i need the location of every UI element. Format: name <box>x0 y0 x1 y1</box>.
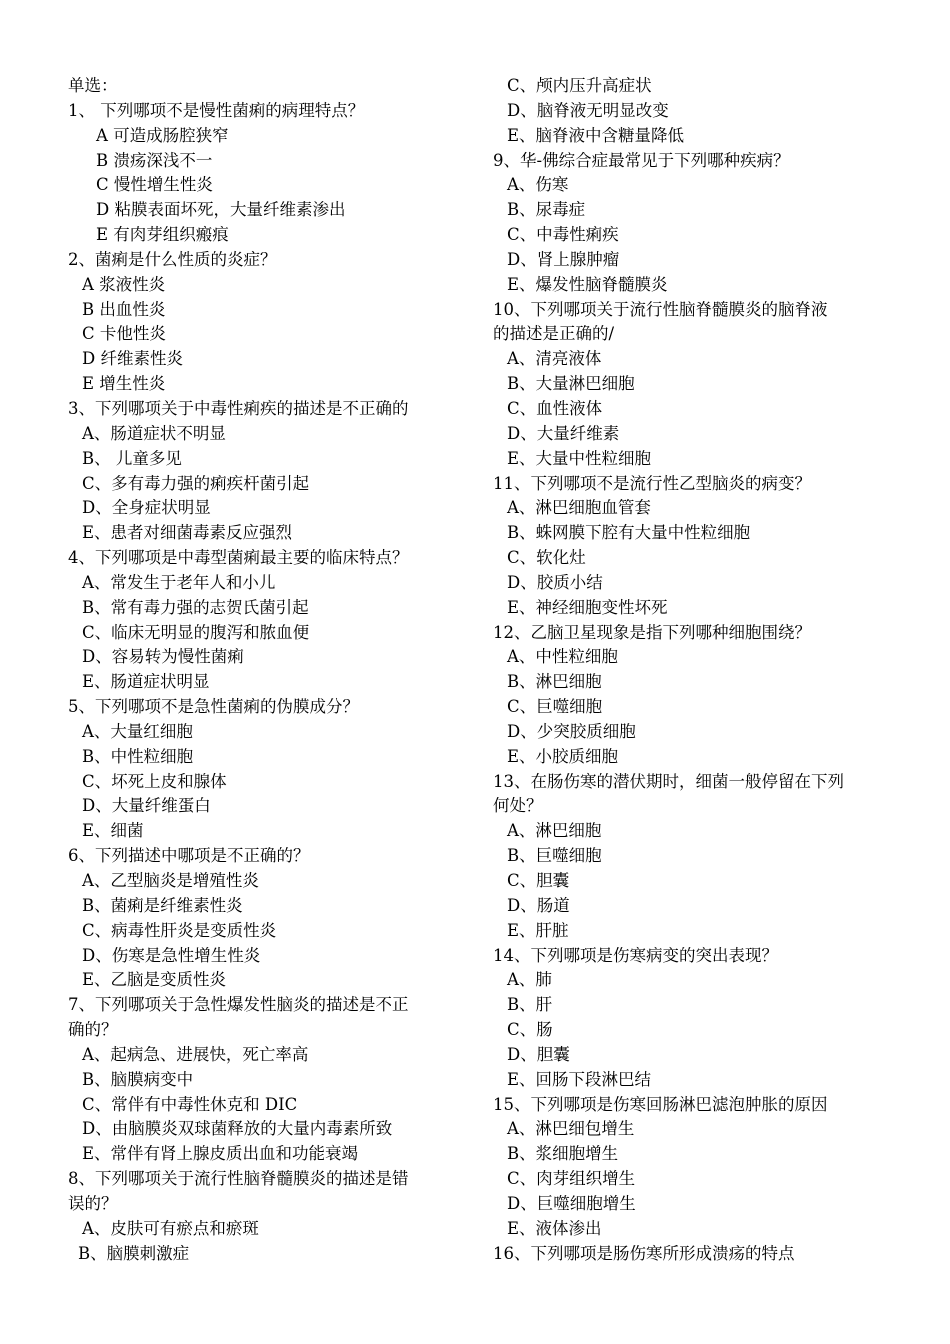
question-line: 确的？ <box>68 1020 118 1040</box>
option-line: C、肠 <box>507 1020 553 1040</box>
option-line: C、常伴有中毒性休克和 DIC <box>82 1094 298 1114</box>
question-line: 11、下列哪项不是流行性乙型脑炎的病变？ <box>493 473 811 493</box>
option-line: B、浆细胞增生 <box>507 1144 619 1164</box>
option-line: A、起病急、进展快，死亡率高 <box>82 1044 309 1064</box>
question-line: 9、华-佛综合症最常见于下列哪种疾病？ <box>493 150 790 170</box>
option-line: E、乙脑是变质性炎 <box>82 970 227 990</box>
right-column <box>493 74 893 1267</box>
option-line: E、肠道症状明显 <box>82 672 210 692</box>
option-line: D、伤寒是急性增生性炎 <box>82 945 261 965</box>
option-line: C、软化灶 <box>507 548 586 568</box>
option-line: A、皮肤可有瘀点和瘀斑 <box>82 1218 259 1238</box>
option-line: E、小胶质细胞 <box>507 746 619 766</box>
option-line: A、常发生于老年人和小儿 <box>82 572 276 592</box>
option-line: A、伤寒 <box>507 175 569 195</box>
option-line: A、淋巴细胞血管套 <box>507 498 651 518</box>
option-line: A、中性粒细胞 <box>507 647 618 667</box>
option-line: C、临床无明显的腹泻和脓血便 <box>82 622 310 642</box>
option-line: D 纤维素性炎 <box>82 349 183 369</box>
option-line: C 慢性增生性炎 <box>96 175 213 195</box>
option-line: C、坏死上皮和腺体 <box>82 771 227 791</box>
option-line: B、肝 <box>507 995 553 1015</box>
option-line: D、肠道 <box>507 895 570 915</box>
option-line: E、肝脏 <box>507 920 569 940</box>
option-line: C、颅内压升高症状 <box>507 76 652 95</box>
option-line: D、大量纤维素 <box>507 423 620 443</box>
question-line: 7、下列哪项关于急性爆发性脑炎的描述是不正 <box>68 995 409 1015</box>
option-line: E、液体渗出 <box>507 1218 602 1238</box>
option-line: D、全身症状明显 <box>82 498 211 518</box>
option-line: A、淋巴细包增生 <box>507 1119 635 1139</box>
question-line: 10、下列哪项关于流行性脑脊髓膜炎的脑脊液 <box>493 299 828 319</box>
option-line: B、大量淋巴细胞 <box>507 374 635 394</box>
question-line: 3、下列哪项关于中毒性痢疾的描述是不正确的 <box>68 398 409 418</box>
option-line: B 溃疡深浅不一 <box>96 150 213 170</box>
option-line: D、巨噬细胞增生 <box>507 1193 636 1213</box>
question-line: 4、下列哪项是中毒型菌痢最主要的临床特点？ <box>68 548 409 568</box>
option-line: C、多有毒力强的痢疾杆菌引起 <box>82 473 310 493</box>
option-line: E、大量中性粒细胞 <box>507 448 652 468</box>
option-line: A、肺 <box>507 970 552 990</box>
option-line: E、细菌 <box>82 821 144 841</box>
option-line: D、少突胶质细胞 <box>507 721 636 741</box>
question-line: 的描述是正确的/ <box>493 324 615 344</box>
question-line: 15、下列哪项是伤寒回肠淋巴滤泡肿胀的原因 <box>493 1094 828 1114</box>
option-line: E 有肉芽组织瘢痕 <box>96 225 229 245</box>
option-line: B、蛛网膜下腔有大量中性粒细胞 <box>507 523 751 543</box>
option-line: C、中毒性痢疾 <box>507 225 619 245</box>
option-line: A 浆液性炎 <box>82 274 166 294</box>
option-line: D 粘膜表面坏死，大量纤维素渗出 <box>96 200 346 220</box>
option-line: E、脑脊液中含糖量降低 <box>507 125 685 145</box>
option-line: D、大量纤维蛋白 <box>82 796 211 816</box>
option-line: A 可造成肠腔狭窄 <box>96 125 229 145</box>
option-line: A、肠道症状不明显 <box>82 423 226 443</box>
option-line: E、回肠下段淋巴结 <box>507 1069 652 1089</box>
option-line: E、神经细胞变性坏死 <box>507 597 668 617</box>
option-line: D、由脑膜炎双球菌释放的大量内毒素所致 <box>82 1119 393 1139</box>
option-line: C、胆囊 <box>507 871 570 890</box>
question-line: 2、菌痢是什么性质的炎症？ <box>68 249 277 269</box>
option-line: E、患者对细菌毒素反应强烈 <box>82 523 293 543</box>
option-line: C、血性液体 <box>507 398 603 418</box>
option-line: B、淋巴细胞 <box>507 672 602 692</box>
question-line: 6、下列描述中哪项是不正确的？ <box>68 846 310 866</box>
option-line: C 卡他性炎 <box>82 324 166 344</box>
option-line: A、乙型脑炎是增殖性炎 <box>82 871 259 890</box>
option-line: E 增生性炎 <box>82 374 166 394</box>
question-line: 何处？ <box>493 796 543 816</box>
option-line: E、爆发性脑脊髓膜炎 <box>507 274 668 294</box>
option-line: B 出血性炎 <box>82 299 166 319</box>
option-line: B、脑膜刺激症 <box>78 1243 190 1263</box>
question-line: 13、在肠伤寒的潜伏期时，细菌一般停留在下列 <box>493 771 844 791</box>
option-line: B、常有毒力强的志贺氏菌引起 <box>82 597 309 617</box>
option-line: A、大量红细胞 <box>82 721 193 741</box>
option-line: A、清亮液体 <box>507 349 602 369</box>
option-line: C、病毒性肝炎是变质性炎 <box>82 920 277 940</box>
option-line: E、常伴有肾上腺皮质出血和功能衰竭 <box>82 1144 359 1164</box>
option-line: B、巨噬细胞 <box>507 846 602 866</box>
option-line: D、脑脊液无明显改变 <box>507 100 669 120</box>
option-line: D、胆囊 <box>507 1044 570 1064</box>
question-line: 1、 下列哪项不是慢性菌痢的病理特点？ <box>68 100 365 120</box>
question-line: 单选： <box>68 76 118 95</box>
option-line: C、巨噬细胞 <box>507 697 603 717</box>
option-line: C、肉芽组织增生 <box>507 1169 636 1189</box>
left-column <box>68 74 468 1267</box>
option-line: D、肾上腺肿瘤 <box>507 249 620 269</box>
option-line: B、中性粒细胞 <box>82 746 194 766</box>
option-line: B、脑膜病变中 <box>82 1069 194 1089</box>
option-line: B、尿毒症 <box>507 200 586 220</box>
question-line: 5、下列哪项不是急性菌痢的伪膜成分？ <box>68 697 359 717</box>
question-line: 8、下列哪项关于流行性脑脊髓膜炎的描述是错 <box>68 1169 409 1189</box>
question-line: 12、乙脑卫星现象是指下列哪种细胞围绕？ <box>493 622 811 642</box>
question-line: 14、下列哪项是伤寒病变的突出表现？ <box>493 945 778 965</box>
option-line: D、胶质小结 <box>507 572 603 592</box>
option-line: A、淋巴细胞 <box>507 821 602 841</box>
option-line: B、 儿童多见 <box>82 448 182 468</box>
option-line: D、容易转为慢性菌痢 <box>82 647 244 667</box>
question-line: 16、下列哪项是肠伤寒所形成溃疡的特点 <box>493 1243 795 1263</box>
question-line: 误的？ <box>68 1193 118 1213</box>
option-line: B、菌痢是纤维素性炎 <box>82 895 243 915</box>
